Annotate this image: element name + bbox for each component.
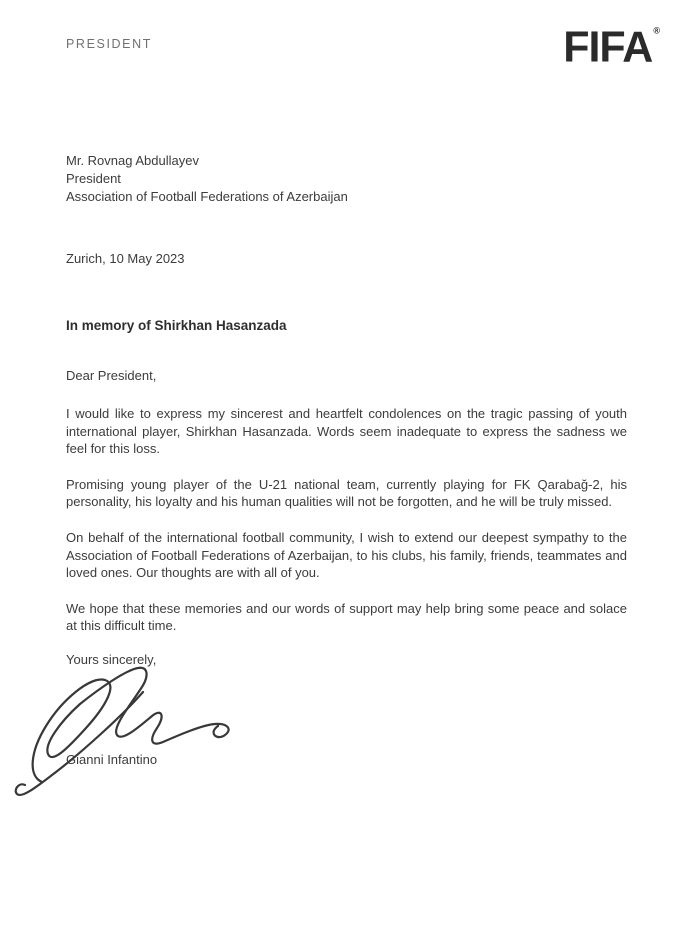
body-paragraph-2: Promising young player of the U-21 national team, currently playing for FK Qarabağ-2, his personality, his loyalty and his human qualities will not be forgotten, and he will be truly missed. [66, 476, 627, 510]
signer-name: Gianni Infantino [66, 752, 158, 767]
dateline: Zurich, 10 May 2023 [66, 251, 185, 266]
body-paragraph-4: We hope that these memories and our words of support may help bring some peace and solace at this difficult time. [66, 600, 627, 634]
letter-body [66, 405, 627, 653]
recipient-block [66, 152, 348, 206]
subject-line: In memory of Shirkhan Hasanzada [66, 318, 287, 333]
body-paragraph-1: I would like to express my sincerest and heartfelt condolences on the tragic passing of youth international player, Shirkhan Hasanzada. Words seem inadequate to express the sadness we feel for this loss. [66, 406, 627, 457]
recipient-name: Mr. Rovnag Abdullayev [66, 153, 199, 168]
recipient-title: President [66, 171, 121, 186]
recipient-organization: Association of Football Federations of Azerbaijan [66, 189, 348, 204]
fifa-logo [563, 22, 660, 72]
salutation: Dear President, [66, 368, 157, 383]
fifa-logo-text: FIFA [563, 22, 653, 72]
registered-trademark-icon: ® [653, 25, 660, 36]
body-paragraph-3: On behalf of the international football community, I wish to extend our deepest sympathy to the Association of Football Federations of Azerbaijan, to his clubs, his family, friends, teammates and loved ones. Our thoughts are with all of you. [66, 529, 627, 581]
closing: Yours sincerely, [66, 652, 157, 667]
signature-scribble [10, 664, 250, 809]
president-label: PRESIDENT [66, 37, 152, 51]
